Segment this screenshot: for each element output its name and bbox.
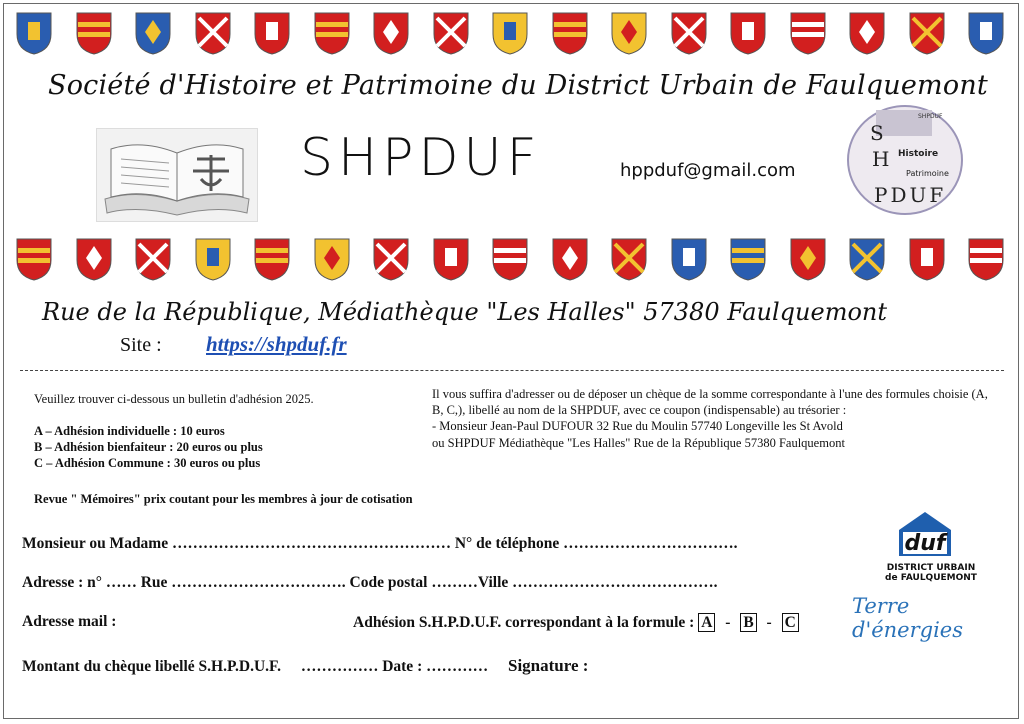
choice-c-box[interactable]: C (782, 613, 799, 632)
acronym-logo: SHPDUF (300, 128, 542, 188)
site-label: Site : (120, 334, 162, 356)
cut-line-divider (20, 370, 1004, 371)
coat-of-arms-icon (490, 10, 530, 56)
coat-of-arms-icon (431, 10, 471, 56)
coat-of-arms-icon (966, 236, 1006, 282)
choice-a-box[interactable]: A (698, 613, 715, 632)
coat-of-arms-icon (193, 10, 233, 56)
form-email-label[interactable]: Adresse mail : (22, 613, 117, 630)
form-cheque-row (22, 656, 588, 676)
coat-of-arms-icon (966, 10, 1006, 56)
seal-letter-s: S (870, 121, 884, 145)
coat-of-arms-icon (252, 10, 292, 56)
option-c: C – Adhésion Commune : 30 euros ou plus (34, 456, 261, 470)
cheque-label[interactable]: Montant du chèque libellé S.H.P.D.U.F. (22, 658, 281, 675)
seal-word-histoire: Histoire (898, 149, 939, 159)
formula-label: Adhésion S.H.P.D.U.F. correspondant à la formule : (353, 614, 695, 631)
revue-note: Revue " Mémoires" prix coutant pour les membres à jour de cotisation (34, 492, 413, 506)
alternate-address: ou SHPDUF Médiathèque "Les Halles" Rue de la République 57380 Faulquemont (432, 435, 845, 450)
seal-bottom-text: PDUF (874, 183, 947, 207)
coat-of-arms-icon (728, 10, 768, 56)
coat-of-arms-icon (550, 236, 590, 282)
coat-of-arms-icon (907, 236, 947, 282)
coat-of-arms-row-middle (0, 236, 1024, 288)
coat-of-arms-icon (788, 10, 828, 56)
seal-letter-h: H (872, 147, 890, 171)
society-title: Société d'Histoire et Patrimoine du District Urbain de Faulquemont (48, 70, 988, 101)
coat-of-arms-icon (133, 10, 173, 56)
separator: - (766, 614, 772, 631)
option-a: A – Adhésion individuelle : 10 euros (34, 424, 225, 438)
district-line-1: DISTRICT URBAIN (886, 563, 976, 573)
coat-of-arms-icon (609, 236, 649, 282)
intro-text: Veuillez trouver ci-dessous un bulletin d'adhésion 2025. (34, 392, 314, 406)
membership-info (34, 391, 434, 507)
payment-paragraph: Il vous suffira d'adresser ou de déposer un chèque de la somme correspondante à l'une des formules choisie (A, B, C,), libellé au nom de la SHPDUF, avec ce coupon (indispensable) au trésorier : (432, 387, 988, 418)
district-logo-mark (893, 508, 957, 560)
formula-choice-row (353, 613, 799, 632)
coat-of-arms-icon (312, 236, 352, 282)
separator: - (725, 614, 731, 631)
coat-of-arms-row-top (0, 10, 1024, 62)
coat-of-arms-icon (252, 236, 292, 282)
coat-of-arms-icon (669, 236, 709, 282)
coat-of-arms-icon (193, 236, 233, 282)
coat-of-arms-icon (788, 236, 828, 282)
coat-of-arms-icon (490, 236, 530, 282)
book-drawing-image (96, 128, 258, 222)
coat-of-arms-icon (371, 236, 411, 282)
coat-of-arms-icon (907, 10, 947, 56)
coat-of-arms-icon (14, 10, 54, 56)
coat-of-arms-icon (74, 10, 114, 56)
coat-of-arms-icon (371, 10, 411, 56)
district-line-2: de FAULQUEMONT (885, 573, 977, 583)
coat-of-arms-icon (312, 10, 352, 56)
coat-of-arms-icon (847, 10, 887, 56)
coat-of-arms-icon (431, 236, 471, 282)
site-link[interactable]: https://shpduf.fr (206, 332, 347, 356)
date-field[interactable]: …………… Date : ………… (300, 658, 489, 675)
coat-of-arms-icon (728, 236, 768, 282)
coat-of-arms-icon (609, 10, 649, 56)
society-address: Rue de la République, Médiathèque "Les Halles" 57380 Faulquemont (42, 298, 888, 326)
society-seal-image (846, 104, 964, 216)
seal-word-patrimoine: Patrimoine (906, 169, 949, 178)
coat-of-arms-icon (133, 236, 173, 282)
treasurer-address: - Monsieur Jean-Paul DUFOUR 32 Rue du Moulin 57740 Longeville les St Avold (432, 419, 843, 434)
option-b: B – Adhésion bienfaiteur : 20 euros ou plus (34, 440, 263, 454)
email-address[interactable]: hppduf@gmail.com (620, 160, 796, 181)
district-tagline: Terre d'énergies (852, 594, 963, 642)
coat-of-arms-icon (74, 236, 114, 282)
coat-of-arms-icon (669, 10, 709, 56)
form-address-row[interactable]: Adresse : n° …… Rue ……………………………. Code postal ………Ville …………………………………. (22, 574, 718, 591)
payment-instructions (432, 386, 992, 451)
district-logo-caption (872, 563, 990, 583)
coat-of-arms-icon (847, 236, 887, 282)
duf-mark-text: duf (904, 531, 946, 556)
form-name-phone-row[interactable]: Monsieur ou Madame ……………………………………………… N° de téléphone ……………………………. (22, 535, 738, 552)
seal-top-text: SHPDUF (918, 113, 943, 120)
choice-b-box[interactable]: B (740, 613, 756, 632)
coat-of-arms-icon (14, 236, 54, 282)
coat-of-arms-icon (550, 10, 590, 56)
signature-field[interactable]: Signature : (507, 656, 589, 675)
